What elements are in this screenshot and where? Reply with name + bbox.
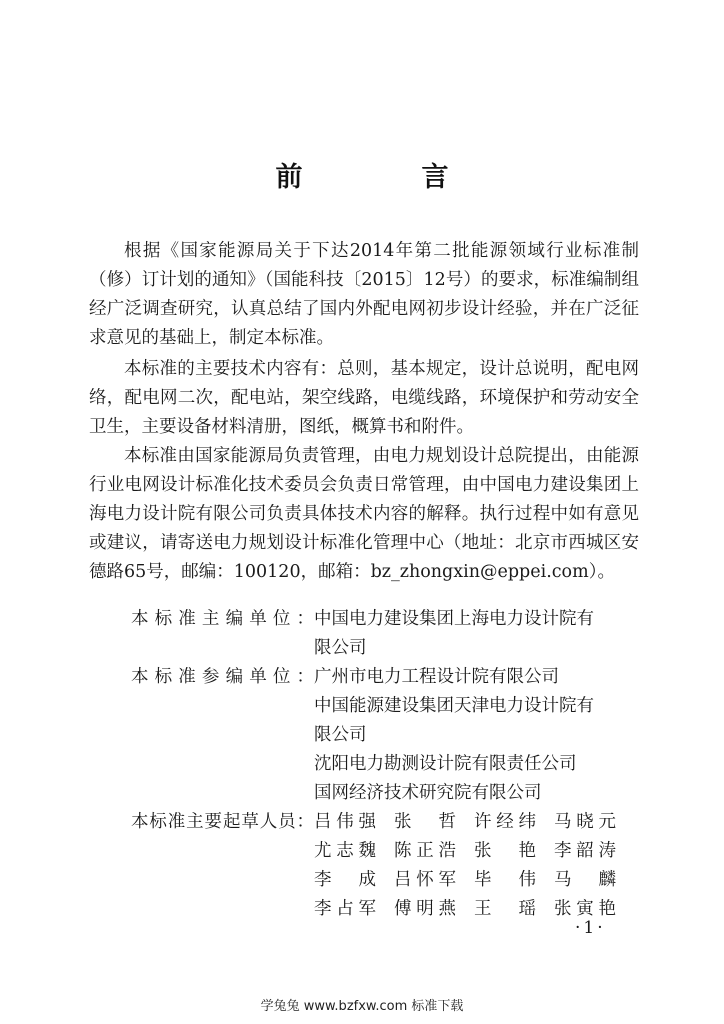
participating-unit-line: 国网经济技术研究院有限公司 (314, 783, 542, 803)
participating-unit-line: 沈阳电力勘测设计院有限责任公司 (314, 754, 577, 774)
drafter-name: 尤志魏 (314, 841, 376, 861)
drafter-name: 张哲 (394, 812, 456, 832)
page-number: ·1· (575, 918, 606, 938)
credits-roster (131, 605, 643, 924)
drafters-values (314, 808, 643, 924)
drafter-name: 吕怀军 (394, 870, 456, 890)
drafters-label: 本标准主要起草人员： (131, 812, 314, 832)
drafters-row (131, 808, 643, 924)
participating-unit-line: 广州市电力工程设计院有限公司 (314, 667, 559, 687)
footer-watermark: 学兔兔 www.bzfxw.com 标准下载 (260, 999, 464, 1014)
editor-unit-label: 本标准主编单位： (131, 609, 314, 629)
drafter-name: 傅明燕 (394, 899, 456, 919)
paragraph-text: 本标准的主要技术内容有：总则，基本规定，设计总说明，配电网络，配电网二次，配电站，架空线路，电缆线路，环境保护和劳动安全卫生，主要设备材料清册，图纸，概算书和附件。 (89, 359, 639, 437)
drafter-name: 张艳 (474, 841, 536, 861)
editor-unit-values (314, 605, 643, 663)
paragraph-management (89, 442, 639, 587)
drafter-name: 陈正浩 (394, 841, 456, 861)
participating-unit-line: 中国能源建设集团天津电力设计院有 (314, 696, 594, 716)
participating-units-label: 本标准参编单位： (131, 667, 314, 687)
paragraph-text: 根据《国家能源局关于下达2014年第二批能源领域行业标准制（修）订计划的通知》（国能科技〔2015〕12号）的要求，标准编制组经广泛调查研究，认真总结了国内外配电网初步设计经验，并在广泛征求意见的基础上，制定本标准。 (89, 241, 639, 348)
paragraph-contents (89, 355, 639, 442)
drafter-name: 马麟 (554, 870, 616, 890)
drafter-name: 李占军 (314, 899, 376, 919)
page-title: 前 言 (275, 162, 495, 193)
drafter-name: 王瑶 (474, 899, 536, 919)
drafter-name: 马晓元 (554, 812, 616, 832)
drafter-name: 毕伟 (474, 870, 536, 890)
paragraph-text: 本标准由国家能源局负责管理，由电力规划设计总院提出，由能源行业电网设计标准化技术委员会负责日常管理，由中国电力建设集团上海电力设计院有限公司负责具体技术内容的解释。执行过程中如有意见或建议，请寄送电力规划设计标准化管理中心（地址：北京市西城区安德路65号，邮编：100120，邮箱：bz_zhongxin@eppei.com）。 (89, 446, 639, 582)
participating-units-row (131, 663, 643, 808)
participating-units-values (314, 663, 643, 808)
paragraph-basis (89, 237, 639, 353)
drafter-name: 张寅艳 (554, 899, 616, 919)
drafter-names-grid (314, 808, 643, 924)
drafter-name: 许经纬 (474, 812, 536, 832)
drafter-name: 李成 (314, 870, 376, 890)
editor-unit-line: 限公司 (314, 638, 367, 658)
participating-unit-line: 限公司 (314, 725, 367, 745)
drafter-name: 吕伟强 (314, 812, 376, 832)
editor-unit-line: 中国电力建设集团上海电力设计院有 (314, 609, 594, 629)
editor-unit-row (131, 605, 643, 663)
drafter-name: 李韶涛 (554, 841, 616, 861)
